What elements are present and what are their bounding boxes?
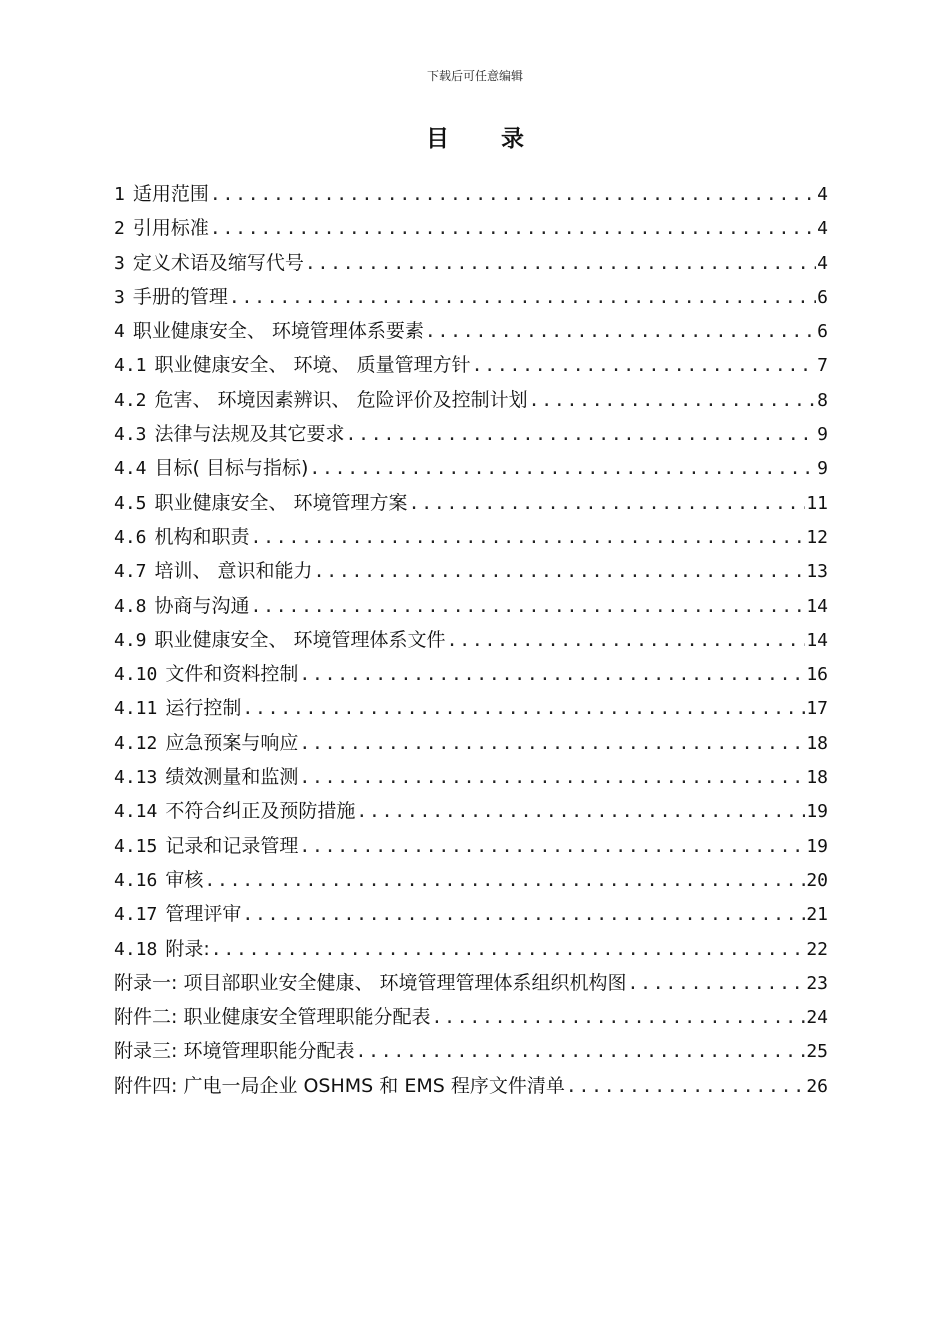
toc-entry[interactable] [114, 794, 828, 828]
toc-entry-number: 4.12 [114, 732, 158, 754]
toc-entry-number: 1 [114, 184, 125, 205]
toc-entry-label: 运行控制 [165, 697, 242, 720]
toc-entry[interactable] [114, 726, 828, 760]
toc-entry[interactable] [114, 829, 828, 863]
toc-entry[interactable] [114, 966, 828, 1000]
toc-leader-dots [305, 247, 816, 280]
toc-leader-dots [431, 1001, 805, 1034]
toc-leader-dots [242, 898, 805, 931]
toc-leader-dots [251, 590, 806, 623]
toc-entry-number: 4 [114, 321, 125, 343]
toc-entry-number: 4.11 [114, 698, 158, 720]
toc-entry-label: 法律与法规及其它要求 [154, 423, 345, 446]
toc-entry-number: 4.1 [114, 355, 147, 377]
toc-leader-dots [447, 624, 806, 657]
toc-entry-number: 4.3 [114, 424, 147, 446]
toc-leader-dots [314, 555, 806, 588]
toc-leader-dots [627, 967, 805, 1000]
toc-entry-number: 4.10 [114, 664, 158, 686]
toc-entry-label: 职业健康安全、 环境管理体系要素 [132, 320, 424, 343]
toc-entry-page: 4 [817, 218, 828, 240]
toc-entry-page: 9 [817, 458, 828, 480]
toc-entry-number: 4.9 [114, 629, 147, 651]
toc-entry[interactable] [114, 280, 828, 314]
toc-entry-number: 4.17 [114, 904, 158, 926]
toc-entry-label: 绩效测量和监测 [165, 766, 299, 789]
toc-entry-page: 26 [806, 1075, 828, 1097]
toc-entry-label: 机构和职责 [154, 525, 250, 548]
toc-entry[interactable] [114, 932, 828, 966]
toc-leader-dots [355, 1035, 805, 1068]
toc-leader-dots [299, 727, 805, 760]
toc-entry-page: 18 [806, 767, 828, 789]
toc-entry-page: 21 [806, 904, 828, 926]
toc-entry-page: 13 [806, 561, 828, 583]
toc-entry-page: 4 [817, 252, 828, 274]
toc-entry-number: 4.8 [114, 595, 147, 617]
toc-entry-number: 4.13 [114, 767, 158, 789]
toc-leader-dots [229, 281, 816, 314]
toc-entry[interactable] [114, 486, 828, 520]
toc-entry-page: 23 [806, 972, 828, 994]
toc-entry-number: 2 [114, 218, 125, 240]
toc-entry-page: 20 [806, 869, 828, 891]
toc-leader-dots [210, 212, 816, 245]
toc-entry[interactable] [114, 177, 828, 211]
toc-entry[interactable] [114, 348, 828, 382]
toc-entry[interactable] [114, 863, 828, 897]
toc-leader-dots [299, 761, 805, 794]
toc-entry[interactable] [114, 760, 828, 794]
toc-entry-label: 不符合纠正及预防措施 [165, 800, 356, 823]
toc-entry-page: 14 [806, 629, 828, 651]
toc-leader-dots [425, 315, 816, 348]
toc-entry-number: 4.16 [114, 869, 158, 891]
toc-entry-label: 记录和记录管理 [165, 834, 299, 857]
toc-entry-label: 培训、 意识和能力 [154, 560, 313, 583]
toc-entry-label: 附件二: 职业健康安全管理职能分配表 [114, 1006, 431, 1029]
toc-entry-label: 目标( 目标与指标) [154, 457, 309, 480]
toc-entry-page: 16 [806, 664, 828, 686]
toc-entry-page: 8 [817, 389, 828, 411]
toc-entry[interactable] [114, 383, 828, 417]
toc-leader-dots [566, 1070, 805, 1103]
toc-entry-label: 文件和资料控制 [165, 663, 299, 686]
toc-leader-dots [356, 795, 805, 828]
toc-entry-label: 适用范围 [132, 183, 209, 205]
toc-entry[interactable] [114, 554, 828, 588]
toc-leader-dots [529, 384, 817, 417]
toc-entry-label: 手册的管理 [132, 285, 228, 308]
toc-entry[interactable] [114, 211, 828, 245]
page-header: 下载后可任意编辑 [426, 69, 523, 83]
toc-entry-page: 17 [806, 698, 828, 720]
toc-entry-page: 14 [806, 595, 828, 617]
toc-leader-dots [309, 452, 816, 485]
toc-entry[interactable] [114, 1000, 828, 1034]
toc-entry-label: 职业健康安全、 环境管理方案 [154, 491, 408, 514]
toc-title: 目 录 [425, 126, 546, 152]
toc-entry-label: 审核 [165, 868, 204, 891]
toc-entry-page: 6 [817, 286, 828, 308]
toc-leader-dots [204, 864, 805, 897]
toc-entry-number: 4.6 [114, 526, 147, 548]
toc-entry-page: 6 [817, 321, 828, 343]
toc-entry-label: 附件四: 广电一局企业 OSHMS 和 EMS 程序文件清单 [114, 1074, 565, 1097]
toc-entry-number: 4.7 [114, 561, 147, 583]
toc-leader-dots [242, 692, 805, 725]
toc-leader-dots [299, 658, 805, 691]
toc-entry[interactable] [114, 246, 828, 280]
toc-entry-page: 22 [806, 938, 828, 960]
toc-entry-number: 4.14 [114, 801, 158, 823]
toc-leader-dots [299, 830, 805, 863]
toc-entry-label: 危害、 环境因素辨识、 危险评价及控制计划 [154, 388, 528, 411]
table-of-contents [114, 177, 828, 1103]
toc-entry-label: 附录三: 环境管理职能分配表 [114, 1040, 355, 1063]
toc-entry-label: 应急预案与响应 [165, 731, 299, 754]
toc-entry[interactable] [114, 451, 828, 485]
toc-entry-page: 4 [817, 184, 828, 205]
toc-entry[interactable] [114, 417, 828, 451]
toc-entry[interactable] [114, 657, 828, 691]
toc-entry[interactable] [114, 623, 828, 657]
toc-entry-label: 职业健康安全、 环境管理体系文件 [154, 628, 446, 651]
toc-entry-number: 3 [114, 252, 125, 274]
toc-entry-label: 管理评审 [165, 903, 242, 926]
toc-entry-page: 25 [806, 1041, 828, 1063]
toc-entry[interactable] [114, 520, 828, 554]
toc-entry-number: 4.2 [114, 389, 147, 411]
toc-entry-page: 11 [806, 492, 828, 514]
toc-entry-label: 定义术语及缩写代号 [132, 251, 304, 274]
toc-entry-label: 附录: [165, 937, 210, 960]
toc-entry-page: 19 [806, 801, 828, 823]
toc-entry-number: 4.15 [114, 835, 158, 857]
toc-entry-page: 7 [817, 355, 828, 377]
toc-entry-number: 3 [114, 286, 125, 308]
toc-entry[interactable] [114, 589, 828, 623]
toc-entry-number: 4.5 [114, 492, 147, 514]
toc-entry-label: 引用标准 [132, 217, 209, 240]
toc-leader-dots [210, 178, 816, 211]
toc-entry-label: 附录一: 项目部职业安全健康、 环境管理管理体系组织机构图 [114, 971, 627, 994]
toc-entry-label: 职业健康安全、 环境、 质量管理方针 [154, 354, 471, 377]
toc-leader-dots [472, 349, 817, 382]
toc-entry[interactable] [114, 1034, 828, 1068]
toc-entry-number: 4.18 [114, 938, 158, 960]
toc-entry-page: 9 [817, 424, 828, 446]
toc-leader-dots [251, 521, 806, 554]
toc-leader-dots [211, 933, 806, 966]
toc-entry-label: 协商与沟通 [154, 594, 250, 617]
toc-entry[interactable] [114, 897, 828, 931]
toc-leader-dots [346, 418, 817, 451]
toc-entry-page: 24 [806, 1007, 828, 1029]
toc-entry-number: 4.4 [114, 458, 147, 480]
toc-entry-page: 18 [806, 732, 828, 754]
toc-entry-page: 19 [806, 835, 828, 857]
toc-entry-page: 12 [806, 526, 828, 548]
toc-entry[interactable] [114, 1069, 828, 1103]
toc-entry[interactable] [114, 691, 828, 725]
toc-entry[interactable] [114, 314, 828, 348]
toc-leader-dots [409, 487, 806, 520]
